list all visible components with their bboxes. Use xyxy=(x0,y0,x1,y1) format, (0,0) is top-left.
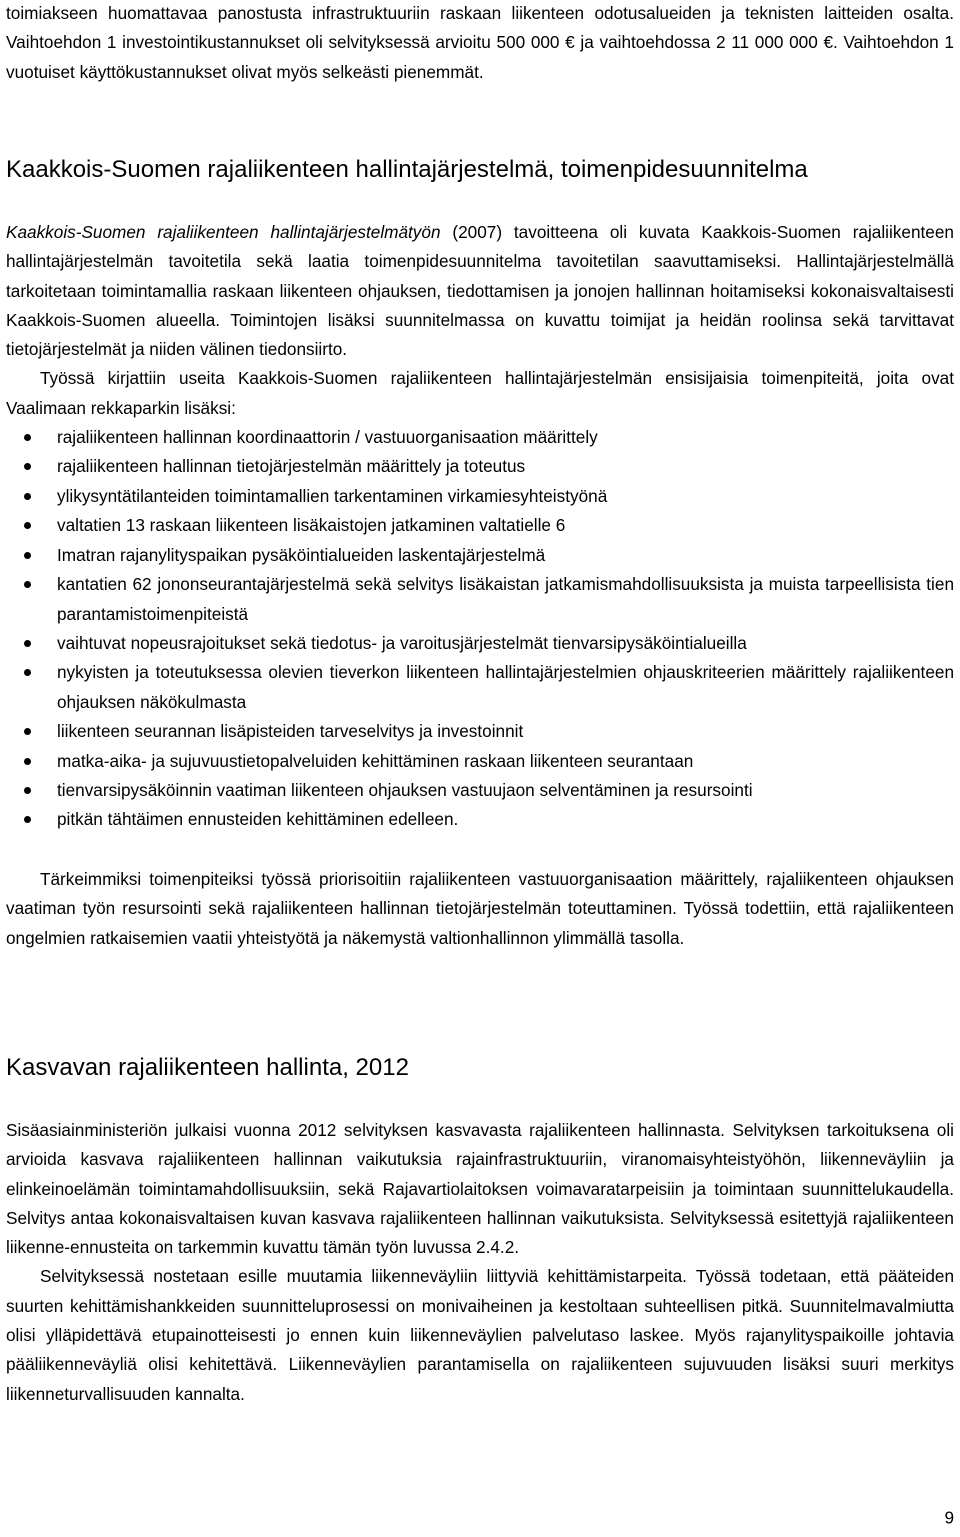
section1-paragraph-1 xyxy=(6,218,954,364)
list-item: rajaliikenteen hallinnan koordinaattorin / vastuuorganisaation määrittely xyxy=(0,423,954,452)
section1-paragraph-3: Tärkeimmiksi toimenpiteiksi työssä priorisoitiin rajaliikenteen vastuuorganisaation määrittely, rajaliikenteen ohjauksen vaatiman työn resursointi sekä rajaliikenteen hallinnan tietojärjestelmän toteuttaminen. Työssä todettiin, että rajaliikenteen ongelmien ratkaisemien vaatii yhteistyötä ja näkemystä valtionhallinnon ylimmällä tasolla. xyxy=(6,869,954,948)
section2-heading: Kasvavan rajaliikenteen hallinta, 2012 xyxy=(6,1054,409,1081)
section1-paragraph-1-text: (2007) tavoitteena oli kuvata Kaakkois-Suomen rajaliikenteen hallintajärjestelmän tavoitetila sekä laatia toimenpidesuunnitelma tavoitetilan saavuttamiseksi. Hallintajärjestelmällä tarkoitetaan toimintamallia raskaan liikenteen ohjauksen, tiedottamisen ja jonojen hallinnan hoitamiseksi kokonaisvaltaisesti Kaakkois-Suomen alueella. Toimintojen lisäksi suunnitelmassa on kuvattu toimijat ja heidän roolinsa sekä tarvittavat tietojärjestelmät ja niiden välinen tiedonsiirto. xyxy=(6,222,954,360)
list-item: valtatien 13 raskaan liikenteen lisäkaistojen jatkaminen valtatielle 6 xyxy=(0,511,954,540)
list-item: ylikysyntätilanteiden toimintamallien tarkentaminen virkamiesyhteistyönä xyxy=(0,482,954,511)
page-number: 9 xyxy=(944,1507,954,1528)
list-item: vaihtuvat nopeusrajoitukset sekä tiedotus- ja varoitusjärjestelmät tienvarsipysäköintialueilla xyxy=(0,629,954,658)
section2-paragraph-1: Sisäasiainministeriön julkaisi vuonna 2012 selvityksen kasvavasta rajaliikenteen hallinnasta. Selvityksen tarkoituksena oli arvioida kasvava rajaliikenteen hallinnan vaikutuksia rajainfrastruktuuriin, viranomaisyhteistyöhön, liikenneväyliin ja elinkeinoelämän toimintamahdollisuuksiin, sekä Rajavartiolaitoksen voimavaratarpeisiin ja toimintaan suunnittelukaudella. Selvitys antaa kokonaisvaltaisen kuvan kasvava rajaliikenteen hallinnan vaikutuksista. Selvityksessä esitettyjä rajaliikenteen liikenne-ennusteita on tarkemmin kuvattu tämän työn luvussa 2.4.2. xyxy=(6,1120,954,1258)
bullet-icon xyxy=(24,463,31,470)
bullet-icon xyxy=(24,816,31,823)
list-item: Imatran rajanylityspaikan pysäköintialueiden laskentajärjestelmä xyxy=(0,541,954,570)
report-title-italic: Kaakkois-Suomen rajaliikenteen hallintajärjestelmätyön xyxy=(6,222,441,242)
bullet-icon xyxy=(24,552,31,559)
intro-paragraph: toimiakseen huomattavaa panostusta infrastruktuuriin raskaan liikenteen odotusalueiden ja teknisten laitteiden osalta. Vaihtoehdon 1 investointikustannukset oli selvityksessä arvioitu 500 000 € ja vaihtoehdossa 2 11 000 000 €. Vaihtoehdon 1 vuotuiset käyttökustannukset olivat myös selkeästi pienemmät. xyxy=(6,3,954,82)
list-item: tienvarsipysäköinnin vaatiman liikenteen ohjauksen vastuujaon selventäminen ja resursointi xyxy=(0,776,954,805)
section2-paragraph-2: Selvityksessä nostetaan esille muutamia liikenneväyliin liittyviä kehittämistarpeita. Työssä todetaan, että pääteiden suurten kehittämishankkeiden suunnitteluprosessi on monivaiheinen ja kestoltaan suhteellisen pitkä. Suunnitelmavalmiutta olisi ylläpidettävä etupainotteisesti jo ennen kuin liikenneväylien palvelutaso laskee. Myös rajanylityspaikoille johtavia pääliikenneväyliä olisi kehitettävä. Liikenneväylien parantamisella on rajaliikenteen sujuvuuden lisäksi suuri merkitys liikenneturvallisuuden kannalta. xyxy=(6,1266,954,1404)
list-item: matka-aika- ja sujuvuustietopalveluiden kehittäminen raskaan liikenteen seurantaan xyxy=(0,747,954,776)
bullet-icon xyxy=(24,522,31,529)
list-item: kantatien 62 jononseurantajärjestelmä sekä selvitys lisäkaistan jatkamismahdollisuuksista ja muista tarpeellisista tien parantamistoimenpiteistä xyxy=(0,570,954,629)
bullet-icon xyxy=(24,787,31,794)
section1-body xyxy=(0,218,960,835)
bullet-icon xyxy=(24,728,31,735)
list-item: rajaliikenteen hallinnan tietojärjestelmän määrittely ja toteutus xyxy=(0,452,954,481)
bullet-icon xyxy=(24,669,31,676)
bullet-icon xyxy=(24,758,31,765)
section1-heading: Kaakkois-Suomen rajaliikenteen hallintajärjestelmä, toimenpidesuunnitelma xyxy=(6,156,808,183)
bullet-icon xyxy=(24,493,31,500)
bullet-icon xyxy=(24,640,31,647)
bullet-icon xyxy=(24,581,31,588)
section1-paragraph-2: Työssä kirjattiin useita Kaakkois-Suomen rajaliikenteen hallintajärjestelmän ensisijaisia toimenpiteitä, joita ovat Vaalimaan rekkaparkin lisäksi: xyxy=(6,368,954,418)
list-item: liikenteen seurannan lisäpisteiden tarveselvitys ja investoinnit xyxy=(0,717,954,746)
list-item: pitkän tähtäimen ennusteiden kehittäminen edelleen. xyxy=(0,805,954,834)
list-item: nykyisten ja toteutuksessa olevien tieverkon liikenteen hallintajärjestelmien ohjauskriteerien määrittely rajaliikenteen ohjauksen näkökulmasta xyxy=(0,658,954,717)
section2-body xyxy=(0,1116,960,1409)
measures-list xyxy=(0,423,960,835)
bullet-icon xyxy=(24,434,31,441)
